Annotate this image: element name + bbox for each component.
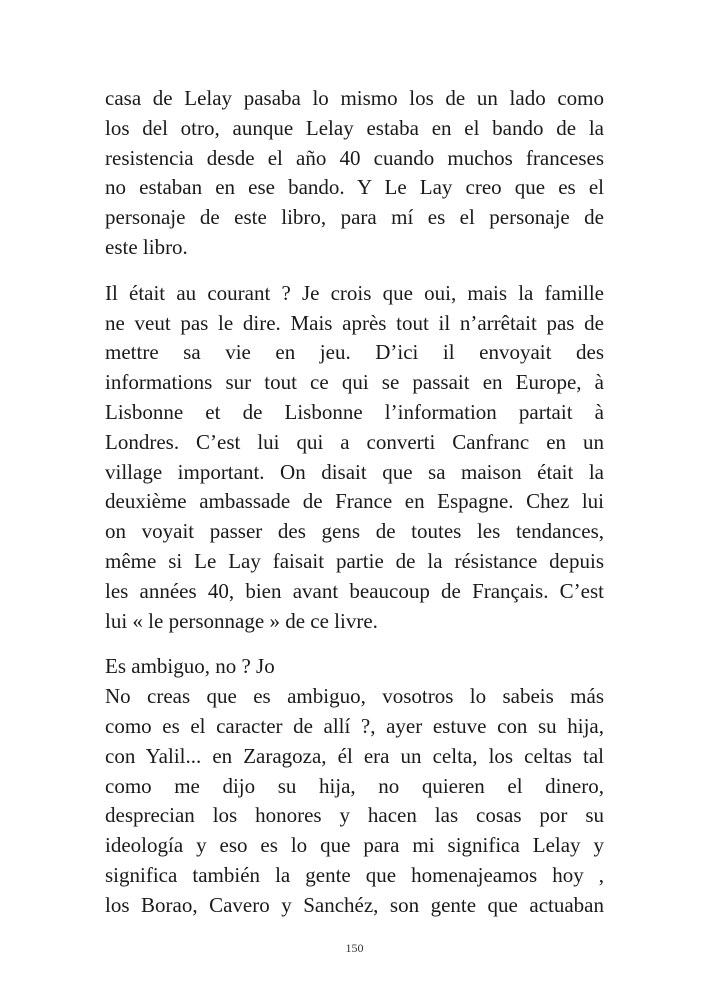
text-line: deuxième ambassade de France en Espagne. Chez lui bbox=[105, 489, 604, 514]
text-line: village important. On disait que sa maison était la bbox=[105, 459, 604, 484]
text-line: personaje de este libro, para mí es el personaje de bbox=[105, 205, 604, 230]
text-line: significa también la gente que homenajeamos hoy , bbox=[105, 862, 604, 887]
text-line: Lisbonne et de Lisbonne l’information partait à bbox=[105, 399, 604, 424]
paragraph-3 bbox=[105, 652, 604, 682]
paragraph-4 bbox=[105, 682, 604, 920]
text-line: los Borao, Cavero y Sanchéz, son gente que actuaban bbox=[105, 892, 604, 917]
text-line: casa de Lelay pasaba lo mismo los de un lado como bbox=[105, 86, 604, 110]
text-line: ideología y eso es lo que para mi significa Lelay y bbox=[105, 833, 604, 858]
text-line: con Yalil... en Zaragoza, él era un celta, los celtas tal bbox=[105, 743, 604, 768]
text-line: como es el caracter de allí ?, ayer estuve con su hija, bbox=[105, 713, 604, 738]
text-line: como me dijo su hija, no quieren el dinero, bbox=[105, 773, 604, 798]
page-body bbox=[105, 84, 604, 921]
text-line: Es ambiguo, no ? Jo bbox=[105, 654, 275, 679]
text-line: resistencia desde el año 40 cuando muchos franceses bbox=[105, 145, 604, 170]
text-line: ne veut pas le dire. Mais après tout il n’arrêtait pas de bbox=[105, 310, 604, 335]
text-line: No creas que es ambiguo, vosotros lo sabeis más bbox=[105, 684, 604, 709]
page-number: 150 bbox=[345, 941, 364, 955]
paragraph-1 bbox=[105, 84, 604, 263]
text-line: les années 40, bien avant beaucoup de Français. C’est bbox=[105, 578, 604, 603]
text-line: este libro. bbox=[105, 234, 188, 259]
paragraph-2 bbox=[105, 279, 604, 637]
text-line: no estaban en ese bando. Y Le Lay creo que es el bbox=[105, 175, 604, 200]
text-line: Londres. C’est lui qui a converti Canfranc en un bbox=[105, 429, 604, 454]
text-line: los del otro, aunque Lelay estaba en el bando de la bbox=[105, 115, 604, 140]
text-line: informations sur tout ce qui se passait en Europe, à bbox=[105, 370, 604, 395]
text-line: Il était au courant ? Je crois que oui, mais la famille bbox=[105, 280, 604, 305]
text-line: mettre sa vie en jeu. D’ici il envoyait des bbox=[105, 340, 604, 365]
text-line: même si Le Lay faisait partie de la résistance depuis bbox=[105, 548, 604, 573]
text-line: desprecian los honores y hacen las cosas por su bbox=[105, 803, 604, 828]
text-line: lui « le personnage » de ce livre. bbox=[105, 608, 378, 633]
text-line: on voyait passer des gens de toutes les tendances, bbox=[105, 519, 604, 544]
